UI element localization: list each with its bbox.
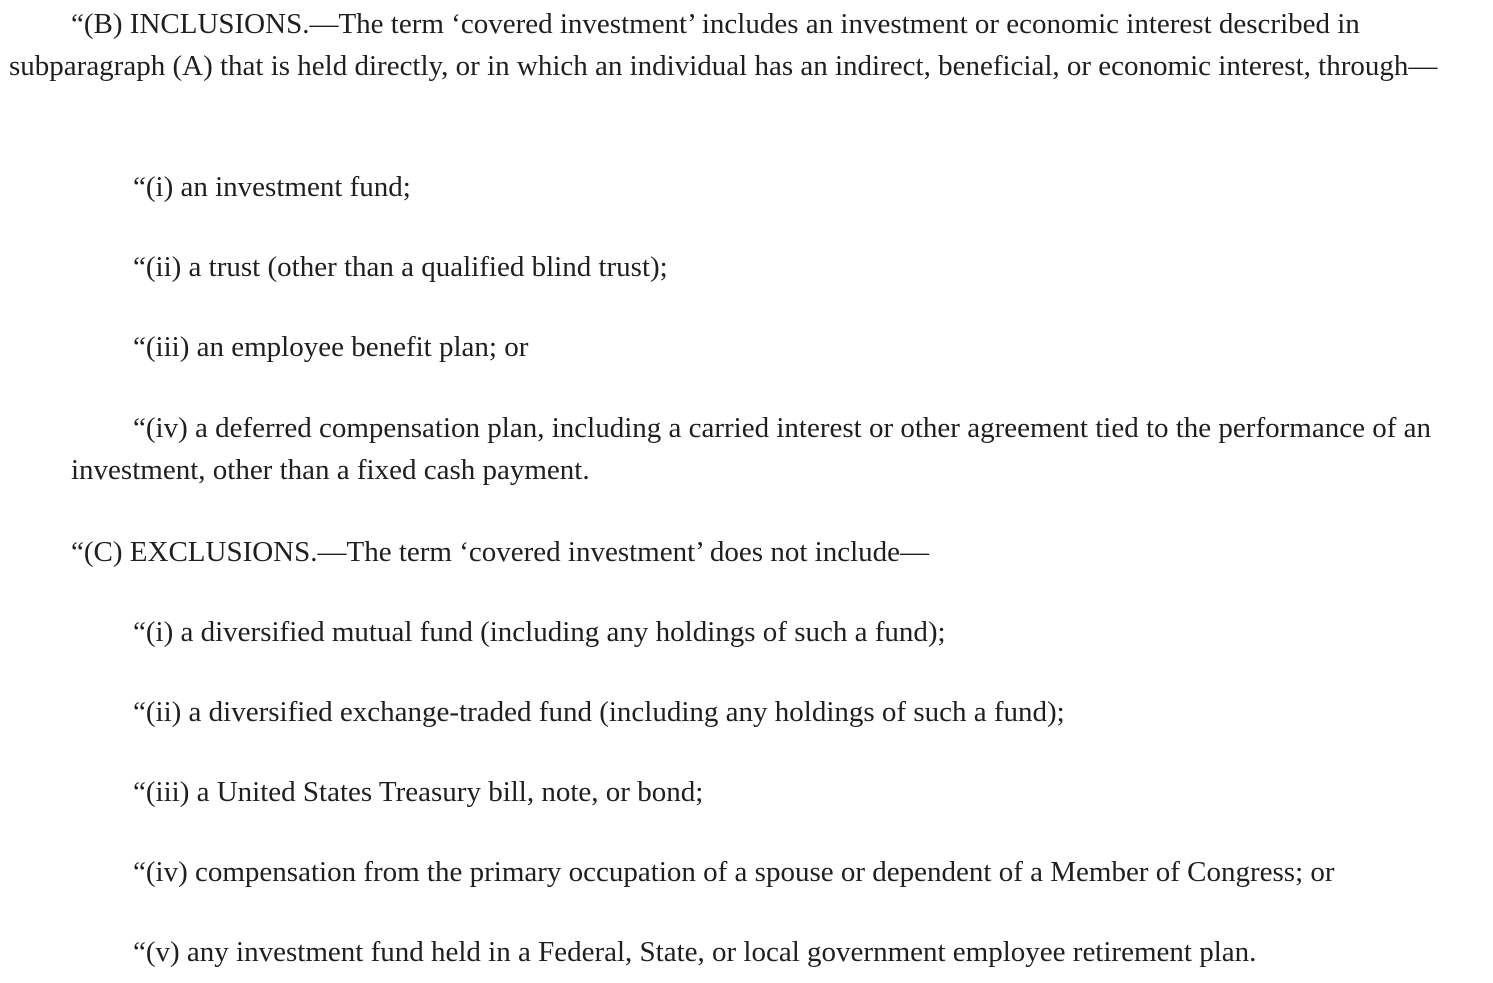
subparagraph-c-lead-text: .—The term ‘covered investment’ does not include— xyxy=(310,536,929,568)
inclusion-item-iii: “(iii) an employee benefit plan; or xyxy=(133,331,529,363)
subparagraph-b-lead-text: .—The term ‘covered investment’ includes an investment or economic interest described in subparagraph (A) that is held directly, or in which an individual has an indirect, beneficial, or economic interest, through— xyxy=(9,8,1438,82)
inclusion-item-ii: “(ii) a trust (other than a qualified blind trust); xyxy=(133,251,668,283)
exclusion-item-v: “(v) any investment fund held in a Federal, State, or local government employee retirement plan. xyxy=(133,936,1257,968)
inclusion-item-iv: “(iv) a deferred compensation plan, including a carried interest or other agreement tied to the performance of an investment, other than a fixed cash payment. xyxy=(71,412,1431,486)
inclusion-item-i: “(i) an investment fund; xyxy=(133,171,411,203)
exclusion-item-ii: “(ii) a diversified exchange-traded fund (including any holdings of such a fund); xyxy=(133,696,1065,728)
subparagraph-c-heading-initial: E xyxy=(129,536,148,568)
exclusion-item-i: “(i) a diversified mutual fund (including any holdings of such a fund); xyxy=(133,616,946,648)
subparagraph-c-exclusions xyxy=(71,531,1481,573)
subparagraph-c-heading: XCLUSIONS xyxy=(147,536,311,568)
exclusion-item-iii: “(iii) a United States Treasury bill, note, or bond; xyxy=(133,776,704,808)
subparagraph-b-heading: NCLUSIONS xyxy=(139,8,303,40)
exclusion-item-iv: “(iv) compensation from the primary occupation of a spouse or dependent of a Member of Congress; or xyxy=(133,856,1335,888)
subparagraph-b-heading-initial: I xyxy=(129,8,140,40)
subparagraph-c-number: “(C) xyxy=(71,536,130,568)
subparagraph-b-number: “(B) xyxy=(71,8,130,40)
subparagraph-b-inclusions xyxy=(9,3,1479,87)
